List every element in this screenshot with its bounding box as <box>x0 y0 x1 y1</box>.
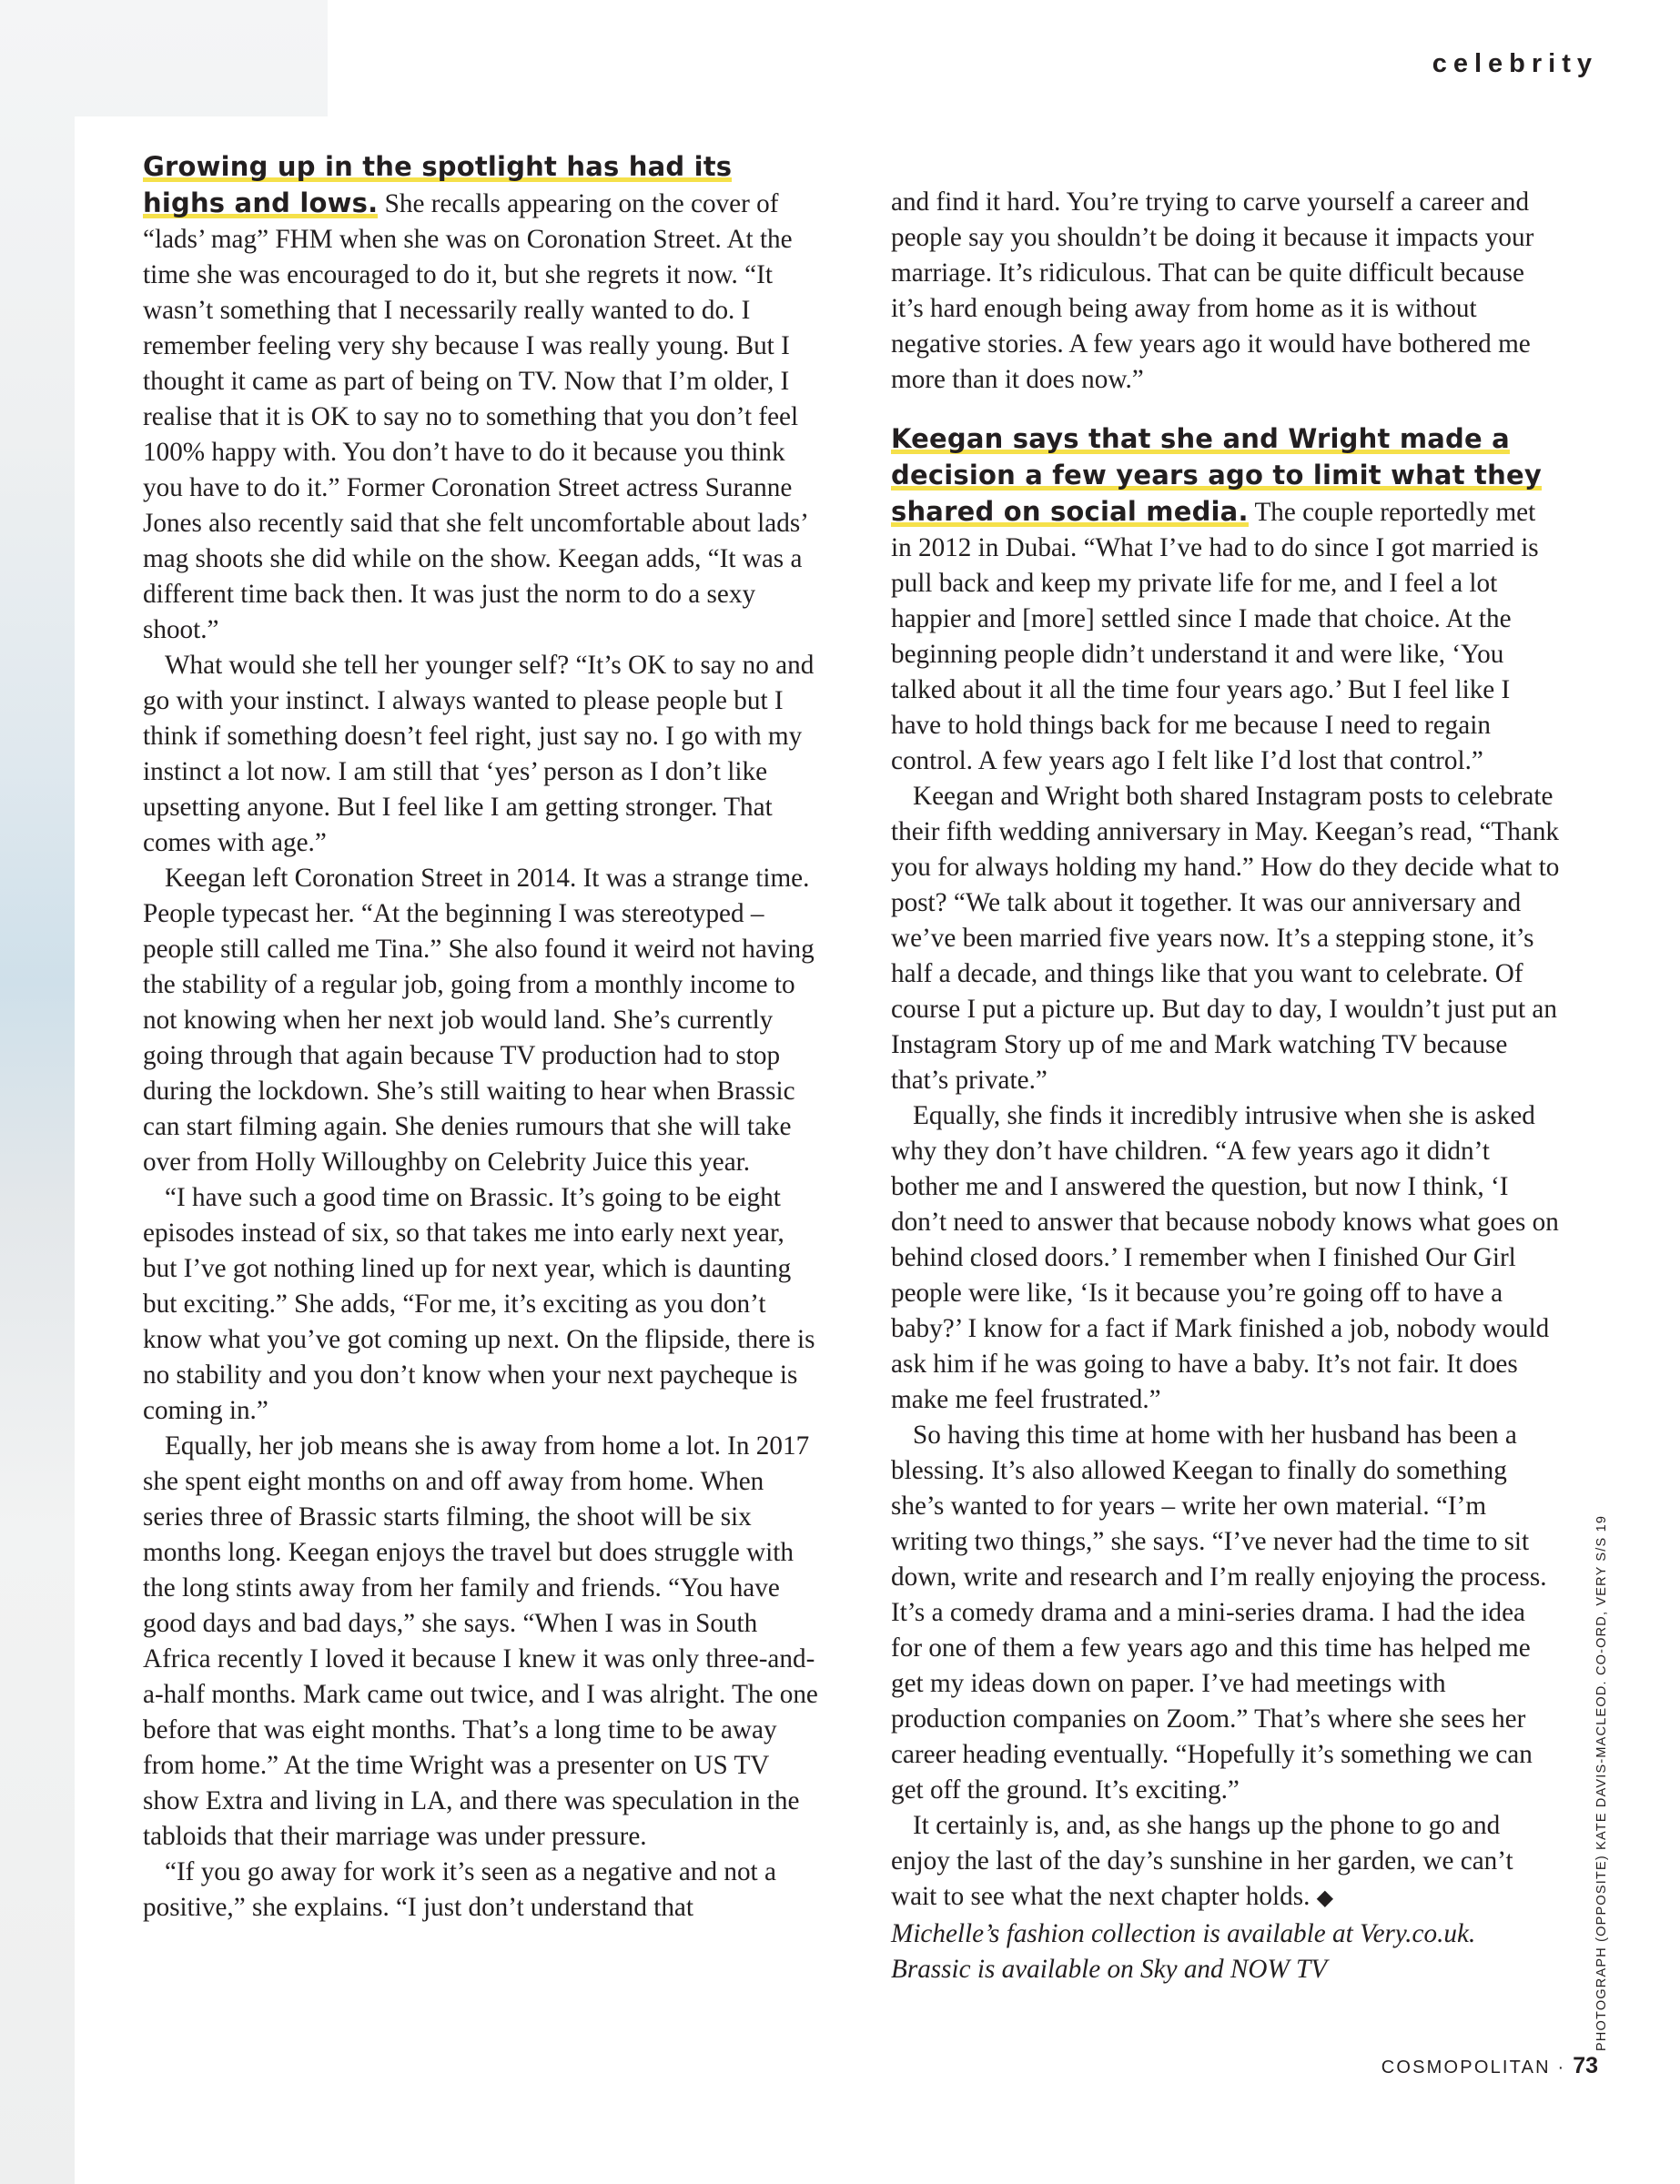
lead-in-heading: Growing up in the spotlight has had its highs and lows. <box>143 151 733 218</box>
paragraph <box>891 421 1560 779</box>
left-column <box>143 149 818 1926</box>
paragraph: Equally, she finds it incredibly intrusive when she is asked why they don’t have children. “A few years ago it didn’t bother me and I answered the question, but now I think, ‘I don’t need to answer that because nobody knows what goes on behind closed doors.’ I remember when I finished Our Girl people were like, ‘Is it because you’re going off to have a baby?’ I know for a fact if Mark finished a job, nobody would ask him if he was going to have a baby. It’s not fair. It does make me feel frustrated.” <box>891 1101 1559 1414</box>
page-number: 73 <box>1573 2053 1598 2078</box>
paragraph: and find it hard. You’re trying to carve yourself a career and people say you shouldn’t be doing it because it impacts your marriage. It’s ridiculous. That can be quite difficult because it’s hard enough being away from home as it is without negative stories. A few years ago it would have bothered me more than it does now.” <box>891 187 1534 394</box>
paragraph: Equally, her job means she is away from home a lot. In 2017 she spent eight months on and off away from home. When series three of Brassic starts filming, the shoot will be six months long. Keegan enjoys the travel but does struggle with the long stints away from her family and friends. “You have good days and bad days,” she says. “When I was in South Africa recently I loved it because I knew it was only three-and-a-half months. Mark came out twice, and I was alright. The one before that was eight months. That’s a long time to be away from home.” At the time Wright was a presenter on US TV show Extra and living in LA, and there was speculation in the tabloids that their marriage was under pressure. <box>143 1431 818 1851</box>
paragraph <box>891 1808 1560 1916</box>
footnote: Michelle’s fashion collection is available at Very.co.uk. <box>891 1919 1476 1948</box>
right-column <box>891 185 1560 1987</box>
end-mark-icon: ◆ <box>1316 1886 1334 1910</box>
photo-credit: PHOTOGRAPH (OPPOSITE) KATE DAVIS-MACLEOD. CO-ORD, VERY S/S 19 <box>1594 1514 1609 2051</box>
magazine-name: COSMOPOLITAN <box>1381 2058 1551 2078</box>
paragraph-text: The couple reportedly met in 2012 in Dubai. “What I’ve had to do since I got married is pull back and keep my private life for me, and I feel a lot happier and [more] settled since I made that choice. At the beginning people didn’t understand it and were like, ‘You talked about it all the time four years ago.’ But I feel like I have to hold things back for me because I need to regain control. A few years ago I felt like I’d lost that control.” <box>891 498 1539 775</box>
paragraph <box>143 149 818 648</box>
paragraph: Keegan left Coronation Street in 2014. It was a strange time. People typecast her. “At the beginning I was stereotyped – people still called me Tina.” She also found it weird not having the stability of a regular job, going from a monthly income to not knowing when her next job would land. She’s currently going through that again because TV production had to stop during the lockdown. She’s still waiting to hear when Brassic can start filming again. She denies rumours that she will take over from Holly Willoughby on Celebrity Juice this year. <box>143 864 815 1177</box>
paragraph: “If you go away for work it’s seen as a negative and not a positive,” she explains. “I just don’t understand that <box>143 1857 776 1922</box>
paragraph: What would she tell her younger self? “It’s OK to say no and go with your instinct. I always wanted to please people but I think if something doesn’t feel right, just say no. I go with my instinct a lot now. I am still that ‘yes’ person as I don’t like upsetting anyone. But I feel like I am getting stronger. That comes with age.” <box>143 651 815 857</box>
separator: · <box>1557 2058 1566 2078</box>
paragraph-text: She recalls appearing on the cover of “lads’ mag” FHM when she was on Coronation Street. At the time she was encouraged to do it, but she regrets it now. “It wasn’t something that I necessarily really wanted to do. I remember feeling very shy because I was really young. But I thought it came as part of being on TV. Now that I’m older, I realise that it is OK to say no to something that you don’t feel 100% happy with. You don’t have to do it because you think you have to do it.” Former Coronation Street actress Suranne Jones also recently said that she felt uncomfortable about lads’ mag shoots she did while on the show. Keegan adds, “It was a different time back then. It was just the norm to do a sexy shoot.” <box>143 189 807 644</box>
paragraph: “I have such a good time on Brassic. It’s going to be eight episodes instead of six, so that takes me into early next year, but I’ve got nothing lined up for next year, which is daunting but exciting.” She adds, “For me, it’s exciting as you don’t know what you’ve got coming up next. On the flipside, there is no stability and you don’t know when your next paycheque is coming in.” <box>143 1183 815 1425</box>
paragraph: So having this time at home with her husband has been a blessing. It’s also allowed Keegan to finally do something she’s wanted to for years – write her own material. “I’m writing two things,” she says. “I’ve never had the time to sit down, write and research and I’m really enjoying the process. It’s a comedy drama and a mini-series drama. I had the idea for one of them a few years ago and this time has helped me get my ideas down on paper. I’ve had meetings with production companies on Zoom.” That’s where she sees her career heading eventually. “Hopefully it’s something we can get off the ground. It’s exciting.” <box>891 1421 1547 1805</box>
lead-in-heading: Keegan says that she and Wright made a decision a few years ago to limit what they shared on social media. <box>891 423 1542 527</box>
paragraph: Keegan and Wright both shared Instagram posts to celebrate their fifth wedding anniversary in May. Keegan’s read, “Thank you for always holding my hand.” How do they decide what to post? “We talk about it together. It was our anniversary and we’ve been married five years now. It’s a stepping stone, it’s half a decade, and things like that you want to celebrate. Of course I put a picture up. But day to day, I wouldn’t just put an Instagram Story up of me and Mark watching TV because that’s private.” <box>891 782 1560 1095</box>
paragraph-text: It certainly is, and, as she hangs up the phone to go and enjoy the last of the day’s sunshine in her garden, we can’t wait to see what the next chapter holds. <box>891 1811 1513 1911</box>
footnote: Brassic is available on Sky and NOW TV <box>891 1955 1328 1984</box>
page-footer <box>1381 2053 1598 2079</box>
section-label: celebrity <box>1432 49 1598 78</box>
